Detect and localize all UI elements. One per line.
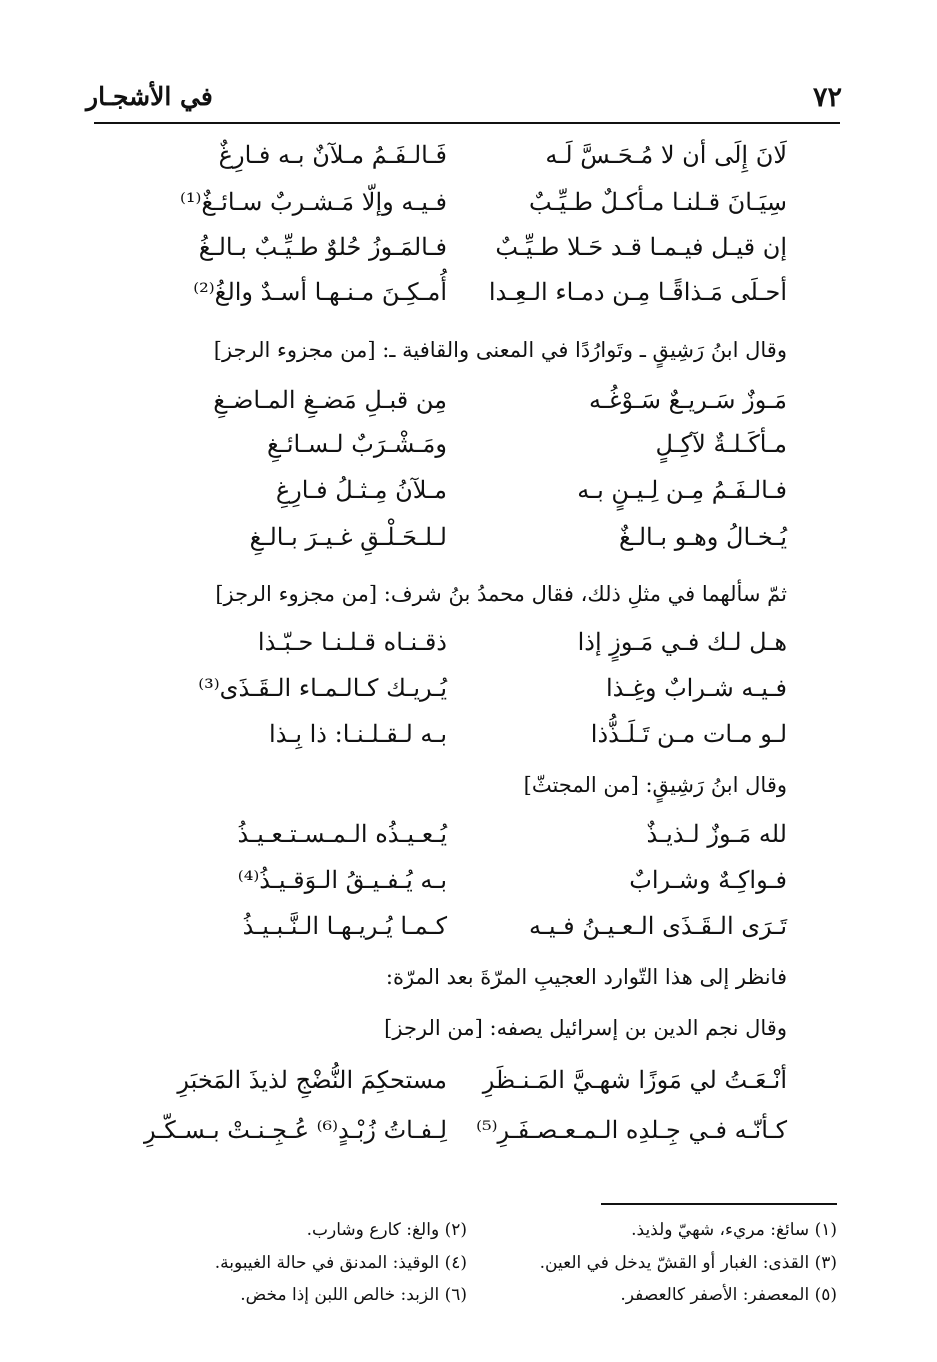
- poem-introduction: وقال نجم الدين بن إسرائيل يصفه: [من الرجز]: [384, 1016, 787, 1040]
- verse-second-hemistich: بـه يُـفـيـقُ الـوَقـيـذُ⁽⁴⁾: [237, 866, 447, 894]
- verse-second-hemistich: فـيـه وإلّا مَـشـربٌ سـائـغٌ⁽¹⁾: [179, 188, 447, 216]
- header-divider: [94, 122, 840, 124]
- page-number: ٧٢: [812, 82, 842, 113]
- footnote: [497, 1215, 837, 1245]
- verse-second-hemistich: ذقـنـاه قـلـنـا حـبّـذا: [257, 628, 447, 656]
- verse-first-hemistich: فـالـفَـمُ مِـن لِـيـنٍ بـه: [577, 476, 787, 504]
- verse-first-hemistich: فـيـه شـرابٌ وغِـذا: [606, 674, 787, 702]
- footnote-text: القذى: الغبار أو القشّ يدخل في العين.: [539, 1253, 810, 1273]
- footnote-text: سائغ: مريء، شهيّ ولذيذ.: [631, 1220, 810, 1240]
- footnote-number: (٤): [444, 1253, 467, 1273]
- verse-second-hemistich: لـلـحَـلْـقِ غـيـرَ بـالـغِ: [249, 523, 447, 551]
- footnote-text: الوقيذ: المدنق في حالة الغيبوبة.: [214, 1253, 440, 1273]
- verse-line: [137, 133, 787, 177]
- chapter-title: في الأشجـار: [86, 82, 213, 111]
- verse-line: [137, 904, 787, 948]
- footnote-number: (٢): [444, 1220, 467, 1240]
- verse-first-hemistich: أحـلَى مَـذاقًـا مِـن دمـاء الـعِـدا: [488, 278, 787, 306]
- verse-first-hemistich: هـل لـك فـي مَـوزٍ إذا: [577, 628, 787, 656]
- verse-second-hemistich: مستحكِمَ النُّضْجِ لذيذَ المَخبَرِ: [177, 1066, 447, 1094]
- footnote-text: والغ: كارع وشارب.: [306, 1220, 440, 1240]
- verse-first-hemistich: لله مَـوزٌ لـذيـذٌ: [646, 820, 787, 848]
- verse-first-hemistich: تَـرَى الـقَـذَى الـعـيـنُ فـيـه: [529, 912, 787, 940]
- verse-line: [137, 515, 787, 559]
- poem-introduction: وقال ابنُ رَشِيقٍ ـ وتَوارُدًا في المعنى والقافية ـ: [من مجزوء الرجز]: [213, 338, 787, 362]
- verse-first-hemistich: أنْـعَـتُ لي مَوزًا شهـيَّ المَـنـظَرِ: [482, 1066, 787, 1094]
- verse-line: [137, 422, 787, 466]
- verse-line: [137, 270, 787, 314]
- footnote: [147, 1248, 467, 1278]
- verse-first-hemistich: سِيَـانَ قـلنـا مـأكـلٌ طـيِّـبٌ: [528, 188, 787, 216]
- footnote: [147, 1215, 467, 1245]
- verse-first-hemistich: لـو مـات مـن تَـلَـذُّذا: [590, 720, 787, 748]
- running-header: [86, 74, 842, 120]
- verse-line: [137, 1058, 787, 1102]
- verse-first-hemistich: فـواكِـهٌ وشـرابٌ: [629, 866, 787, 894]
- verse-line: [137, 620, 787, 664]
- verse-line: [137, 180, 787, 224]
- verse-first-hemistich: يُـخـالُ وهـو بـالـغٌ: [618, 523, 787, 551]
- verse-second-hemistich: يُـعـيـذُه الـمـسـتـعـيـذُ: [237, 820, 447, 848]
- verse-second-hemistich: يُـريـك كـالـمـاء الـقَـذَى⁽³⁾: [198, 674, 447, 702]
- footnote: [147, 1280, 467, 1310]
- verse-second-hemistich: بـه لـقـلـنـا: ذا بِـذا: [269, 720, 447, 748]
- verse-second-hemistich: فـالمَـوزُ حُلوٌ طـيِّـبٌ بـالـغُ: [198, 233, 447, 261]
- verse-first-hemistich: إن قيـل فيـمـا قـد حَـلا طـيِّـبٌ: [495, 233, 787, 261]
- verse-first-hemistich: كـأنّـه فـي جِـلدِه الـمـعـصـفَـرِ⁽⁵⁾: [476, 1116, 787, 1144]
- footnote-number: (٦): [444, 1285, 467, 1305]
- verse-first-hemistich: لَانَ إِلَى أن لا مُـحَـسَّ لَـه: [545, 141, 787, 169]
- verse-line: [137, 1108, 787, 1152]
- verse-line: [137, 225, 787, 269]
- poem-introduction: ثمّ سألهما في مثلِ ذلك، فقال محمدُ بنُ شرف: [من مجزوء الرجز]: [215, 582, 787, 606]
- verse-line: [137, 712, 787, 756]
- verse-line: [137, 858, 787, 902]
- verse-second-hemistich: أُمـكِـنَ مـنـهـا أسـدٌ والغُ⁽²⁾: [193, 278, 447, 306]
- footnote-text: المعصفر: الأصفر كالعصفر.: [620, 1285, 810, 1305]
- verse-line: [137, 378, 787, 422]
- prose-paragraph: فانظر إلى هذا التّوارد العجيبِ المرّةَ بعد المرّة:: [385, 965, 787, 989]
- verse-second-hemistich: ومَـشْـرَبٌ لـسـائـغِ: [267, 430, 447, 458]
- footnote: [497, 1248, 837, 1278]
- footnote-number: (٣): [814, 1253, 837, 1273]
- verse-line: [137, 812, 787, 856]
- verse-second-hemistich: لِـفـاتُ زُبْـدٍ⁽⁶⁾ عُـجِـنـتْ بـسـكّـرِ: [143, 1116, 447, 1144]
- footnote: [497, 1280, 837, 1310]
- verse-first-hemistich: مـأكَـلـةٌ لآكِـلٍ: [655, 430, 787, 458]
- footnote-divider: [601, 1203, 837, 1205]
- verse-second-hemistich: مـلآنُ مِـثـلُ فـارِغِ: [275, 476, 447, 504]
- verse-second-hemistich: كـمـا يُـريـهـا الـنَّـبـيـذُ: [242, 912, 447, 940]
- verse-line: [137, 468, 787, 512]
- verse-second-hemistich: فَـالـفَـمُ مـلآنٌ بـه فـارِغٌ: [218, 141, 447, 169]
- footnote-text: الزبد: خالص اللبن إذا مخض.: [240, 1285, 440, 1305]
- verse-first-hemistich: مَـوزٌ سَـريـعٌ سَـوْغُـه: [589, 386, 787, 414]
- footnote-number: (١): [814, 1220, 837, 1240]
- verse-second-hemistich: مِن قبـلِ مَضـغِ المـاضـغِ: [213, 386, 447, 414]
- footnote-number: (٥): [814, 1285, 837, 1305]
- poem-introduction: وقال ابنُ رَشِيقٍ: [من المجتثّ]: [523, 773, 787, 797]
- verse-line: [137, 666, 787, 710]
